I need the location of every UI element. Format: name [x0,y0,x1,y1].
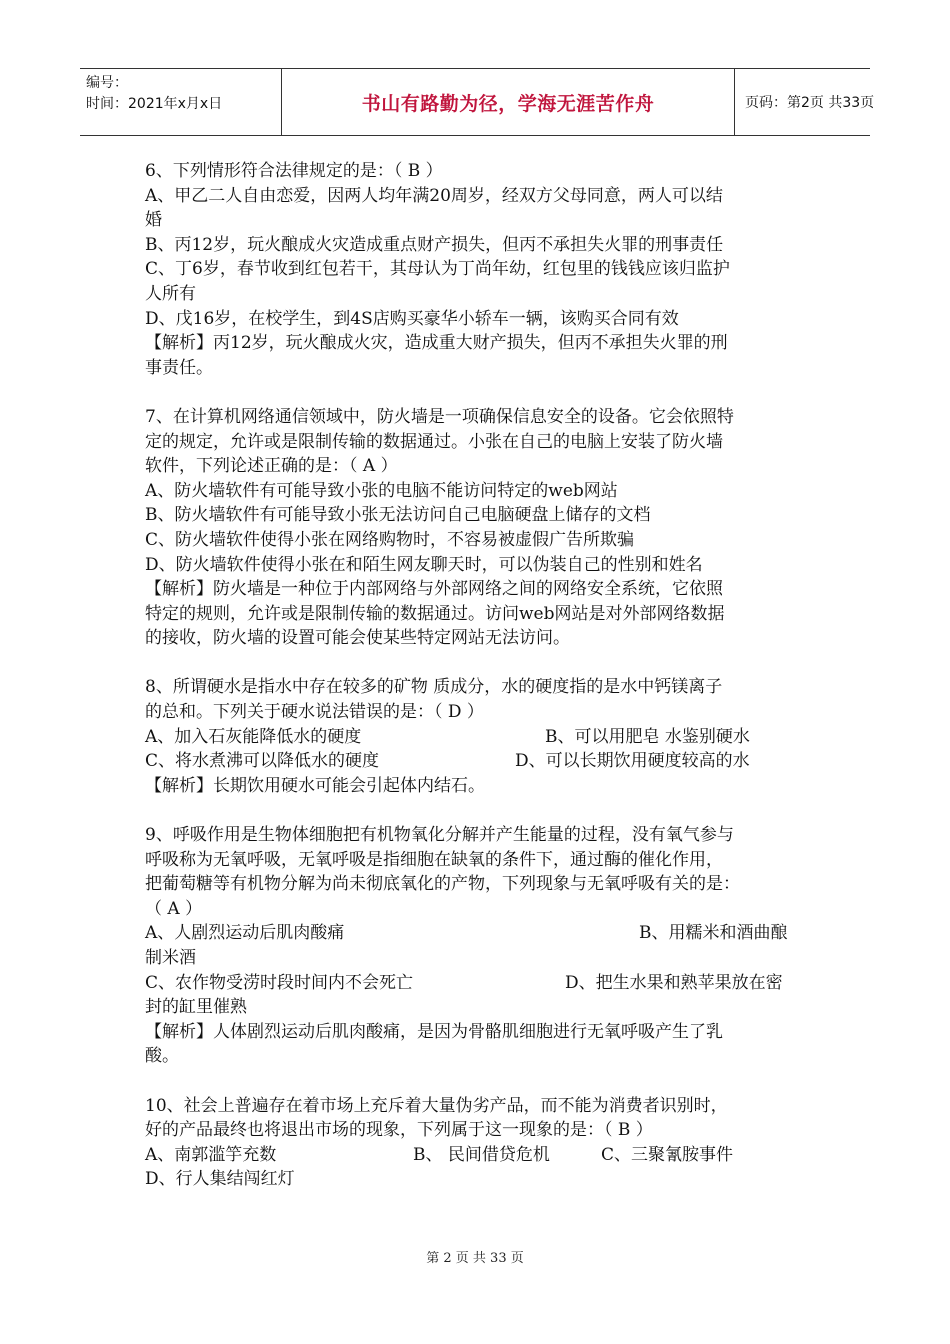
option-b: B、用糯米和酒曲酿 [639,923,788,944]
header-motto: 书山有路勤为径，学海无涯苦作舟 [282,69,735,135]
option-row [145,971,810,996]
option-c: C、丁6岁，春节收到红包若干，其母认为丁尚年幼，红包里的钱钱应该归监护 [145,259,730,280]
question-stem-cont: 好的产品最终也将退出市场的现象，下列属于这一现象的是：（ B ） [145,1120,653,1141]
option-row [145,725,810,750]
page-header [80,68,875,136]
option-b: B、丙12岁，玩火酿成火灾造成重点财产损失，但丙不承担失火罪的刑事责任 [145,234,724,255]
option-c: C、防火墙软件使得小张在网络购物时，不容易被虚假广告所欺骗 [145,529,635,550]
question-stem: 6、下列情形符合法律规定的是：（ B ） [145,161,443,181]
option-a: A、甲乙二人自由恋爱，因两人均年满20周岁，经双方父母同意，两人可以结 [145,185,723,206]
option-c-cont: 人所有 [145,283,196,304]
question-stem-cont: 的总和。下列关于硬水说法错误的是：（ D ） [145,702,484,723]
question-7 [145,405,810,651]
header-page-info: 页码：第2页 共33页 [745,95,875,111]
question-9 [145,823,810,1069]
question-stem-cont: 软件，下列论述正确的是：（ A ） [145,456,398,477]
question-6 [145,159,810,380]
option-b: B、 民间借贷危机 [413,1144,550,1165]
option-d: D、戊16岁，在校学生，到4S店购买豪华小轿车一辆，该购买合同有效 [145,308,679,329]
option-a: A、防火墙软件有可能导致小张的电脑不能访问特定的web网站 [145,480,618,501]
option-b: B、可以用肥皂 水鉴别硬水 [545,726,750,747]
option-c: C、三聚氰胺事件 [601,1144,734,1165]
option-c: C、将水煮沸可以降低水的硬度 [145,751,380,772]
option-row [145,921,810,946]
question-stem: 8、所谓硬水是指水中存在较多的矿物 质成分，水的硬度指的是水中钙镁离子 [145,677,723,698]
question-8 [145,675,810,798]
option-a-cont: 婚 [145,210,162,231]
question-stem: 7、在计算机网络通信领域中，防火墙是一项确保信息安全的设备。它会依照特 [145,406,734,427]
option-d: D、防火墙软件使得小张在和陌生网友聊天时，可以伪装自己的性别和姓名 [145,554,703,575]
analysis: 【解析】丙12岁，玩火酿成火灾，造成重大财产损失，但丙不承担失火罪的刑 [145,333,728,354]
analysis-cont: 酸。 [145,1046,179,1067]
option-d: D、行人集结闯红灯 [145,1169,295,1190]
document-time: 时间：2021年x月x日 [86,96,223,112]
option-row [145,1143,810,1168]
document-number-label: 编号： [86,75,128,91]
option-a: A、人剧烈运动后肌肉酸痛 [145,923,345,944]
question-10 [145,1094,810,1192]
option-c: C、农作物受涝时段时间内不会死亡 [145,972,414,993]
option-b-cont: 制米酒 [145,948,196,968]
option-a: A、加入石灰能降低水的硬度 [145,726,362,747]
option-b: B、防火墙软件有可能导致小张无法访问自己电脑硬盘上储存的文档 [145,505,651,526]
question-stem-cont: 呼吸称为无氧呼吸，无氧呼吸是指细胞在缺氧的条件下，通过酶的催化作用， [145,849,723,870]
question-stem-cont: 定的规定，允许或是限制传输的数据通过。小张在自己的电脑上安装了防火墙 [145,431,723,452]
question-stem: 10、社会上普遍存在着市场上充斥着大量伪劣产品，而不能为消费者识别时， [145,1095,728,1116]
analysis: 【解析】长期饮用硬水可能会引起体内结石。 [145,775,485,796]
option-d-cont: 封的缸里催熟 [145,997,247,1018]
analysis: 【解析】人体剧烈运动后肌肉酸痛，是因为骨骼肌细胞进行无氧呼吸产生了乳 [145,1021,723,1042]
analysis-cont: 事责任。 [145,357,213,378]
question-stem-cont: 把葡萄糖等有机物分解为尚未彻底氧化的产物，下列现象与无氧呼吸有关的是： [145,874,740,895]
header-meta [80,69,282,135]
question-stem: 9、呼吸作用是生物体细胞把有机物氧化分解并产生能量的过程，没有氧气参与 [145,825,734,846]
answer-bracket: （ A ） [145,898,203,919]
document-body [145,159,810,1192]
analysis-cont: 的接收，防火墙的设置可能会使某些特定网站无法访问。 [145,628,570,649]
option-d: D、把生水果和熟苹果放在密 [565,972,783,993]
option-row [145,749,810,774]
analysis-cont: 特定的规则，允许或是限制传输的数据通过。访问web网站是对外部网络数据 [145,603,725,624]
option-a: A、南郭滥竽充数 [145,1144,277,1165]
analysis: 【解析】防火墙是一种位于内部网络与外部网络之间的网络安全系统，它依照 [145,579,723,600]
option-d: D、可以长期饮用硬度较高的水 [515,751,750,772]
page-footer: 第 2 页 共 33 页 [426,1251,524,1266]
